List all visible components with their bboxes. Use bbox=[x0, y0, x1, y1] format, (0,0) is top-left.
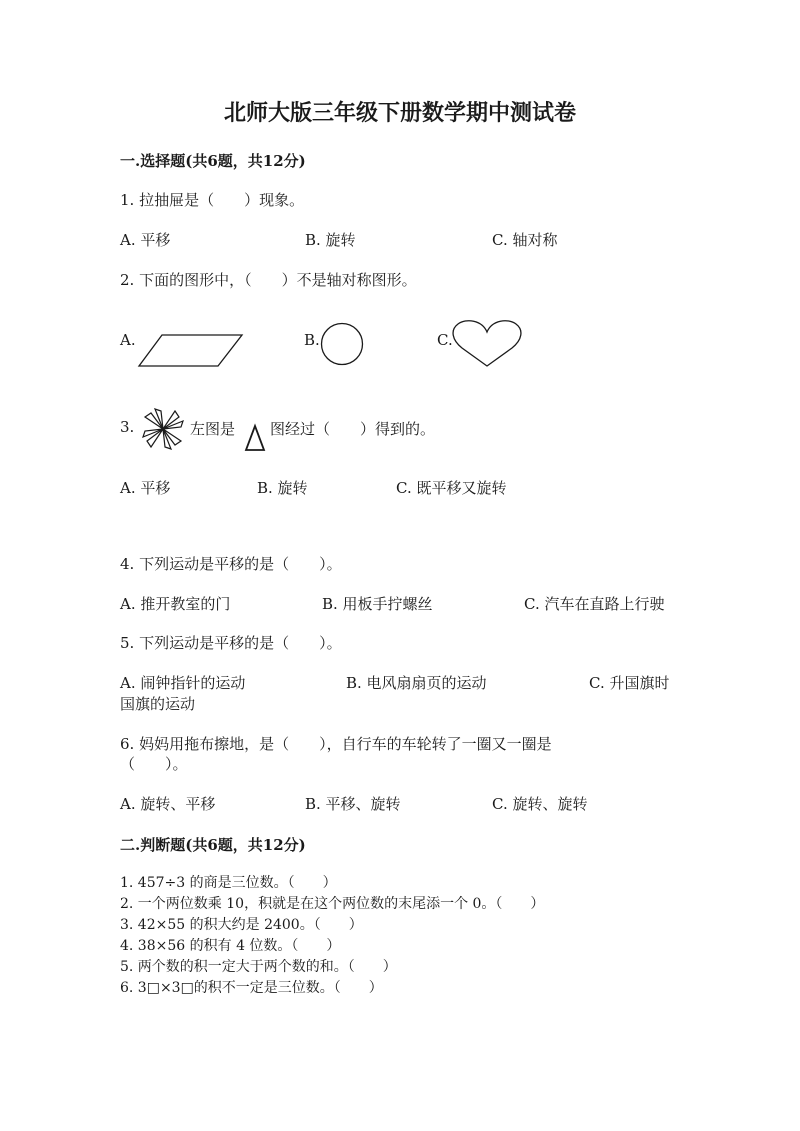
question-1-option-c: C. 轴对称 bbox=[492, 231, 558, 249]
question-3-text-part2: 图经过（ ）得到的。 bbox=[270, 420, 436, 438]
section-heading-choice: 一.选择题(共6题，共12分) bbox=[120, 152, 306, 170]
question-3-option-a: A. 平移 bbox=[120, 479, 171, 497]
question-5-option-a: A. 闹钟指针的运动 bbox=[120, 674, 246, 692]
question-3-option-c: C. 既平移又旋转 bbox=[396, 479, 507, 497]
question-2-option-b: B. bbox=[304, 331, 320, 349]
heart-figure bbox=[452, 318, 522, 368]
question-5-option-c: C. 升国旗时 bbox=[589, 674, 670, 692]
judgment-item-2: 2. 一个两位数乘 10，积就是在这个两位数的末尾添一个 0。（ ） bbox=[120, 896, 545, 912]
question-5-option-b: B. 电风扇扇页的运动 bbox=[346, 674, 487, 692]
section-heading-judgment: 二.判断题(共6题，共12分) bbox=[120, 836, 306, 854]
question-3-option-b: B. 旋转 bbox=[257, 479, 308, 497]
judgment-item-5: 5. 两个数的积一定大于两个数的和。（ ） bbox=[120, 959, 397, 975]
question-4-option-b: B. 用板手拧螺丝 bbox=[322, 595, 433, 613]
judgment-item-6: 6. 3□×3□的积不一定是三位数。（ ） bbox=[120, 980, 383, 996]
question-3-number: 3. bbox=[120, 418, 135, 436]
judgment-item-1: 1. 457÷3 的商是三位数。（ ） bbox=[120, 875, 337, 891]
question-4-option-c: C. 汽车在直路上行驶 bbox=[524, 595, 665, 613]
question-6-option-a: A. 旋转、平移 bbox=[120, 795, 216, 813]
judgment-item-3: 3. 42×55 的积大约是 2400。（ ） bbox=[120, 917, 363, 933]
question-2-text: 2. 下面的图形中，（ ）不是轴对称图形。 bbox=[120, 271, 417, 289]
question-4-option-a: A. 推开教室的门 bbox=[120, 595, 231, 613]
question-3-text-part1: 左图是 bbox=[190, 420, 236, 438]
question-1-option-b: B. 旋转 bbox=[305, 231, 356, 249]
question-2-option-c: C. bbox=[437, 331, 453, 349]
triangle-figure bbox=[244, 424, 266, 452]
question-6-option-b: B. 平移、旋转 bbox=[305, 795, 401, 813]
judgment-item-4: 4. 38×56 的积有 4 位数。（ ） bbox=[120, 938, 341, 954]
question-5-option-c-continued: 国旗的运动 bbox=[120, 695, 196, 713]
question-5-text: 5. 下列运动是平移的是（ ）。 bbox=[120, 634, 342, 652]
page-title: 北师大版三年级下册数学期中测试卷 bbox=[223, 100, 576, 126]
question-6-option-c: C. 旋转、旋转 bbox=[492, 795, 588, 813]
pinwheel-figure bbox=[141, 407, 185, 451]
question-6-text-continued: （ ）。 bbox=[120, 755, 188, 773]
circle-figure bbox=[320, 322, 364, 366]
question-1-option-a: A. 平移 bbox=[120, 231, 171, 249]
question-2-option-a: A. bbox=[120, 331, 136, 349]
parallelogram-figure bbox=[138, 334, 244, 368]
question-6-text: 6. 妈妈用拖布擦地，是（ ），自行车的车轮转了一圈又一圈是 bbox=[120, 735, 552, 753]
question-1-text: 1. 拉抽屉是（ ）现象。 bbox=[120, 191, 305, 209]
question-4-text: 4. 下列运动是平移的是（ ）。 bbox=[120, 555, 342, 573]
